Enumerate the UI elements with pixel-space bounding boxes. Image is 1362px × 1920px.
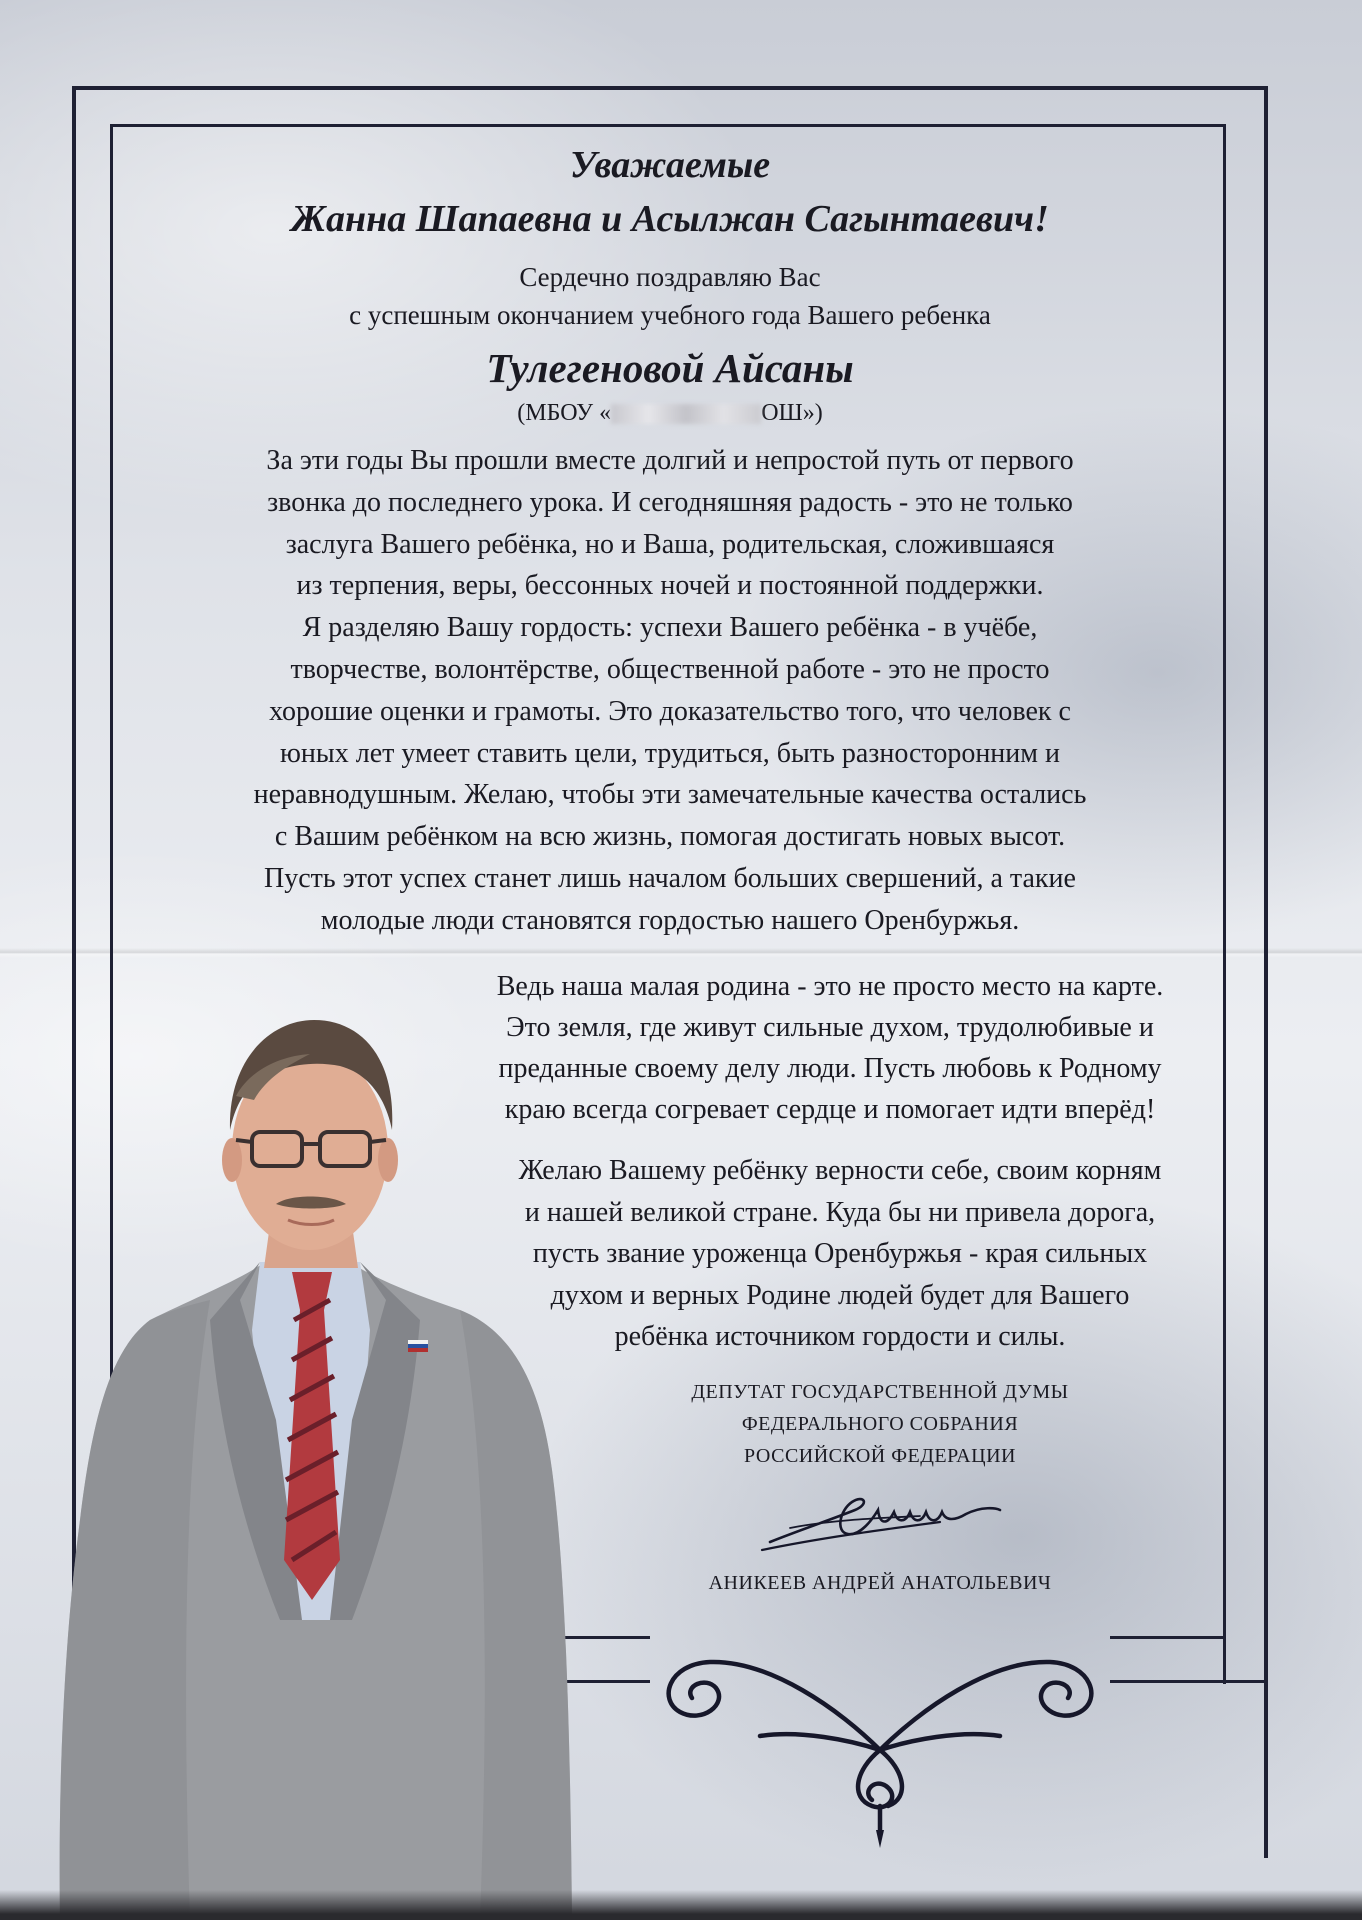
paragraph-3-line: пусть звание уроженца Оренбуржья - края сильных <box>532 1238 1148 1269</box>
paragraph-1-line: хорошие оценки и грамоты. Это доказательство того, что человек с <box>269 695 1071 727</box>
paragraph-1-line: творчестве, волонтёрстве, общественной работе - это не просто <box>290 653 1050 685</box>
handwritten-signature <box>760 1480 1010 1560</box>
paragraph-1-line: неравнодушным. Желаю, чтобы эти замечательные качества остались <box>253 779 1087 811</box>
paragraph-1-line: из терпения, веры, бессонных ночей и постоянной поддержки. <box>296 570 1044 602</box>
greeting-line-1: Уважаемые <box>569 144 771 186</box>
paragraph-1-line: Я разделяю Вашу гордость: успехи Вашего ребёнка - в учёбе, <box>302 612 1038 644</box>
greeting <box>150 138 1190 246</box>
signatory-title-line: ДЕПУТАТ ГОСУДАРСТВЕННОЙ ДУМЫ <box>691 1381 1069 1403</box>
intro <box>150 258 1190 334</box>
intro-line-2: с успешным окончанием учебного года Вашего ребенка <box>349 300 991 330</box>
paragraph-1-line: заслуга Вашего ребёнка, но и Ваша, родительская, сложившаяся <box>285 528 1055 560</box>
signatory-title-line: ФЕДЕРАЛЬНОГО СОБРАНИЯ <box>741 1413 1019 1435</box>
paragraph-3-line: ребёнка источником гордости и силы. <box>614 1321 1066 1352</box>
school-suffix: ОШ») <box>761 400 823 426</box>
paragraph-1-line: звонка до последнего урока. И сегодняшняя радость - это не только <box>267 486 1073 518</box>
greeting-line-2: Жанна Шапаевна и Асылжан Сагынтаевич! <box>291 198 1049 240</box>
frame-rule-right-lower <box>1110 1680 1268 1683</box>
paragraph-2-line: преданные своему делу люди. Пусть любовь к Родному <box>498 1053 1162 1084</box>
photo-bottom-edge <box>0 1890 1362 1920</box>
paragraph-1-line: Пусть этот успех станет лишь началом больших свершений, а такие <box>264 862 1076 894</box>
paragraph-2-line: краю всегда согревает сердце и помогает идти вперёд! <box>504 1094 1156 1125</box>
redacted-school-name <box>611 404 761 424</box>
signatory-title-line: РОССИЙСКОЙ ФЕДЕРАЦИИ <box>744 1445 1016 1467</box>
deputy-portrait <box>40 1000 600 1920</box>
paragraph-1-line: За эти годы Вы прошли вместе долгий и непростой путь от первого <box>266 445 1074 476</box>
signatory-title <box>560 1376 1200 1472</box>
paragraph-1-line: с Вашим ребёнком на всю жизнь, помогая достигать новых высот. <box>274 821 1066 853</box>
paragraph-3-line: и нашей великой стране. Куда бы ни привела дорога, <box>524 1196 1156 1228</box>
intro-line-1: Сердечно поздравляю Вас <box>519 262 821 292</box>
school-name <box>150 398 1190 428</box>
school-prefix: (МБОУ « <box>517 400 612 426</box>
paragraph-1-line: молодые люди становятся гордостью нашего Оренбуржья. <box>320 904 1020 936</box>
child-name: Тулегеновой Айсаны <box>486 345 854 391</box>
paragraph-2-line: Это земля, где живут сильные духом, трудолюбивые и <box>506 1012 1154 1043</box>
paragraph-1 <box>150 440 1190 942</box>
paragraph-1-line: юных лет умеет ставить цели, трудиться, быть разносторонним и <box>280 737 1060 769</box>
paragraph-3-line: духом и верных Родине людей будет для Вашего <box>550 1279 1130 1311</box>
signatory-name: АНИКЕЕВ АНДРЕЙ АНАТОЛЬЕВИЧ <box>708 1572 1052 1594</box>
flourish-ornament-icon <box>650 1600 1110 1850</box>
paragraph-3-line: Желаю Вашему ребёнку верности себе, своим корням <box>518 1155 1162 1186</box>
paragraph-2-line: Ведь наша малая родина - это не просто место на карте. <box>496 971 1164 1002</box>
frame-rule-right <box>1110 1636 1226 1639</box>
